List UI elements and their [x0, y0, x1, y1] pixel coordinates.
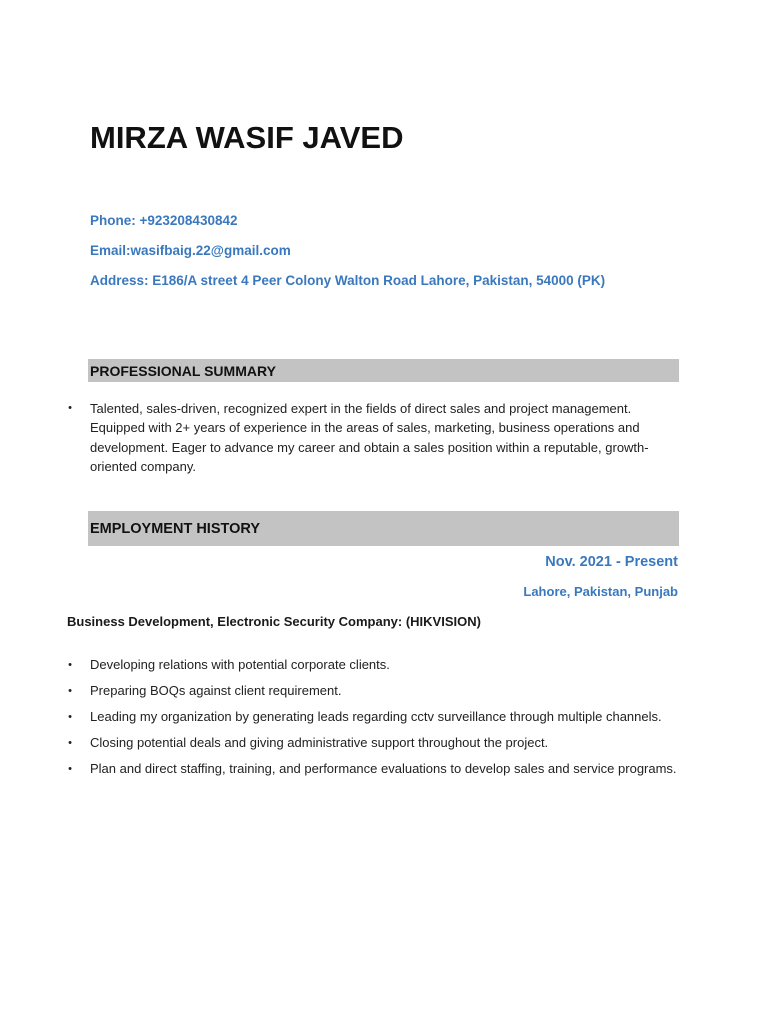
job-duties-list [66, 655, 678, 785]
employment-history-heading [88, 511, 679, 546]
bullet-icon: • [68, 402, 72, 414]
duty-text: Developing relations with potential corporate clients. [90, 657, 390, 672]
job-date-range: Nov. 2021 - Present [545, 554, 678, 570]
bullet-icon: • [68, 763, 72, 775]
professional-summary-heading-text: PROFESSIONAL SUMMARY [90, 362, 276, 379]
professional-summary-heading [88, 359, 679, 382]
list-item [66, 681, 678, 701]
candidate-name: MIRZA WASIF JAVED [90, 120, 404, 155]
bullet-icon: • [68, 737, 72, 749]
summary-list [66, 399, 678, 476]
summary-item-text: Talented, sales-driven, recognized expert in the fields of direct sales and project management. Equipped with 2+ years of experience in the areas of sales, marketing, business operations and development. Eager to advance my career and obtain a sales position within a reputable, growth-oriented company. [90, 401, 649, 474]
duty-text: Plan and direct staffing, training, and performance evaluations to develop sales and service programs. [90, 761, 677, 776]
bullet-icon: • [68, 711, 72, 723]
email-line: Email:wasifbaig.22@gmail.com [90, 243, 291, 258]
summary-item [66, 399, 678, 476]
bullet-icon: • [68, 685, 72, 697]
job-title: Business Development, Electronic Security Company: (HIKVISION) [67, 614, 481, 629]
address-line: Address: E186/A street 4 Peer Colony Walton Road Lahore, Pakistan, 54000 (PK) [90, 273, 606, 288]
duty-text: Closing potential deals and giving administrative support throughout the project. [90, 735, 549, 750]
duty-text: Preparing BOQs against client requirement. [90, 683, 342, 698]
duty-text: Leading my organization by generating leads regarding cctv surveillance through multiple channels. [90, 709, 662, 724]
phone-line: Phone: +923208430842 [90, 213, 238, 228]
job-location: Lahore, Pakistan, Punjab [523, 584, 678, 599]
employment-history-heading-text: EMPLOYMENT HISTORY [90, 520, 260, 537]
list-item [66, 759, 678, 779]
bullet-icon: • [68, 659, 72, 671]
list-item [66, 733, 678, 753]
list-item [66, 655, 678, 675]
list-item [66, 707, 678, 727]
